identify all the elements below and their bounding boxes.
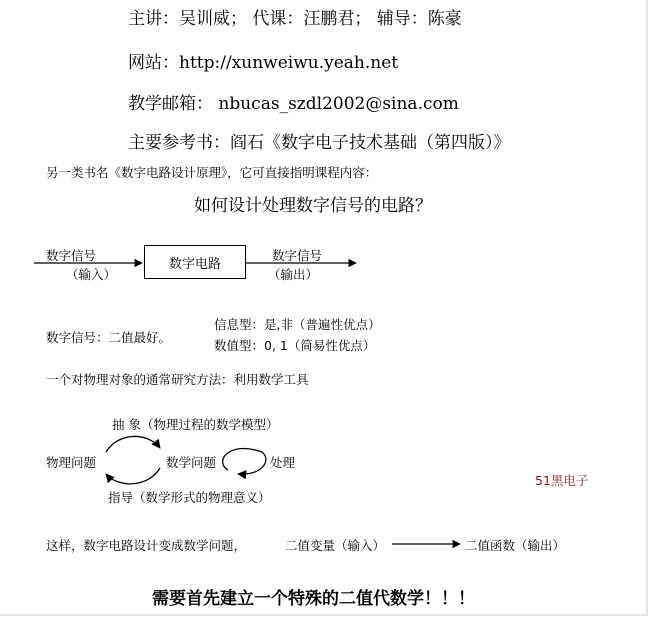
output-signal-label: 数字信号 xyxy=(272,248,323,263)
output-signal-sub: （输出） xyxy=(268,267,319,282)
input-signal-label: 数字信号 xyxy=(46,248,97,263)
binary-function-label: 二值函数（输出） xyxy=(465,538,566,553)
digital-circuit-label: 数字电路 xyxy=(168,256,221,272)
guide-label: 指导（数学形式的物理意义） xyxy=(108,490,271,505)
abstract-label: 抽 象（物理过程的数学模型） xyxy=(112,417,279,432)
footer-statement: 需要首先建立一个特殊的二值代数学！！！ xyxy=(152,589,475,609)
abstract-arrow xyxy=(106,436,160,452)
info-type-line: 信息型：是,非（普遍性优点） xyxy=(214,317,381,332)
alt-book-line: 另一类书名《数字电路设计原理》，它可直接指明课程内容： xyxy=(46,165,378,180)
value-type-line: 数值型：0, 1（简易性优点） xyxy=(214,338,376,353)
process-label: 处理 xyxy=(270,455,296,470)
watermark-text: 51黑电子 xyxy=(535,473,589,488)
instructors-line: 主讲：吴训威； 代课：汪鹏君； 辅导：陈豪 xyxy=(128,9,462,29)
signal-summary: 数字信号：二值最好。 xyxy=(46,330,172,345)
website-line: 网站：http://xunweiwu.yeah.net xyxy=(128,53,399,73)
question-line: 如何设计处理数字信号的电路？ xyxy=(194,196,432,216)
email-line: 教学邮箱： nbucas_szdl2002@sina.com xyxy=(128,94,459,114)
conclusion-sentence: 这样，数字电路设计变成数学问题， xyxy=(46,538,247,553)
binary-variable-label: 二值变量（输入） xyxy=(285,538,386,553)
physical-problem-label: 物理问题 xyxy=(46,455,97,470)
input-signal-sub: （输入） xyxy=(66,267,117,282)
method-statement: 一个对物理对象的通常研究方法：利用数学工具 xyxy=(46,372,309,387)
process-loop-arrow xyxy=(223,448,266,474)
guide-arrow xyxy=(106,468,160,484)
reference-line: 主要参考书：阎石《数字电子技术基础（第四版）》 xyxy=(128,133,511,153)
math-problem-label: 数学问题 xyxy=(166,455,217,470)
